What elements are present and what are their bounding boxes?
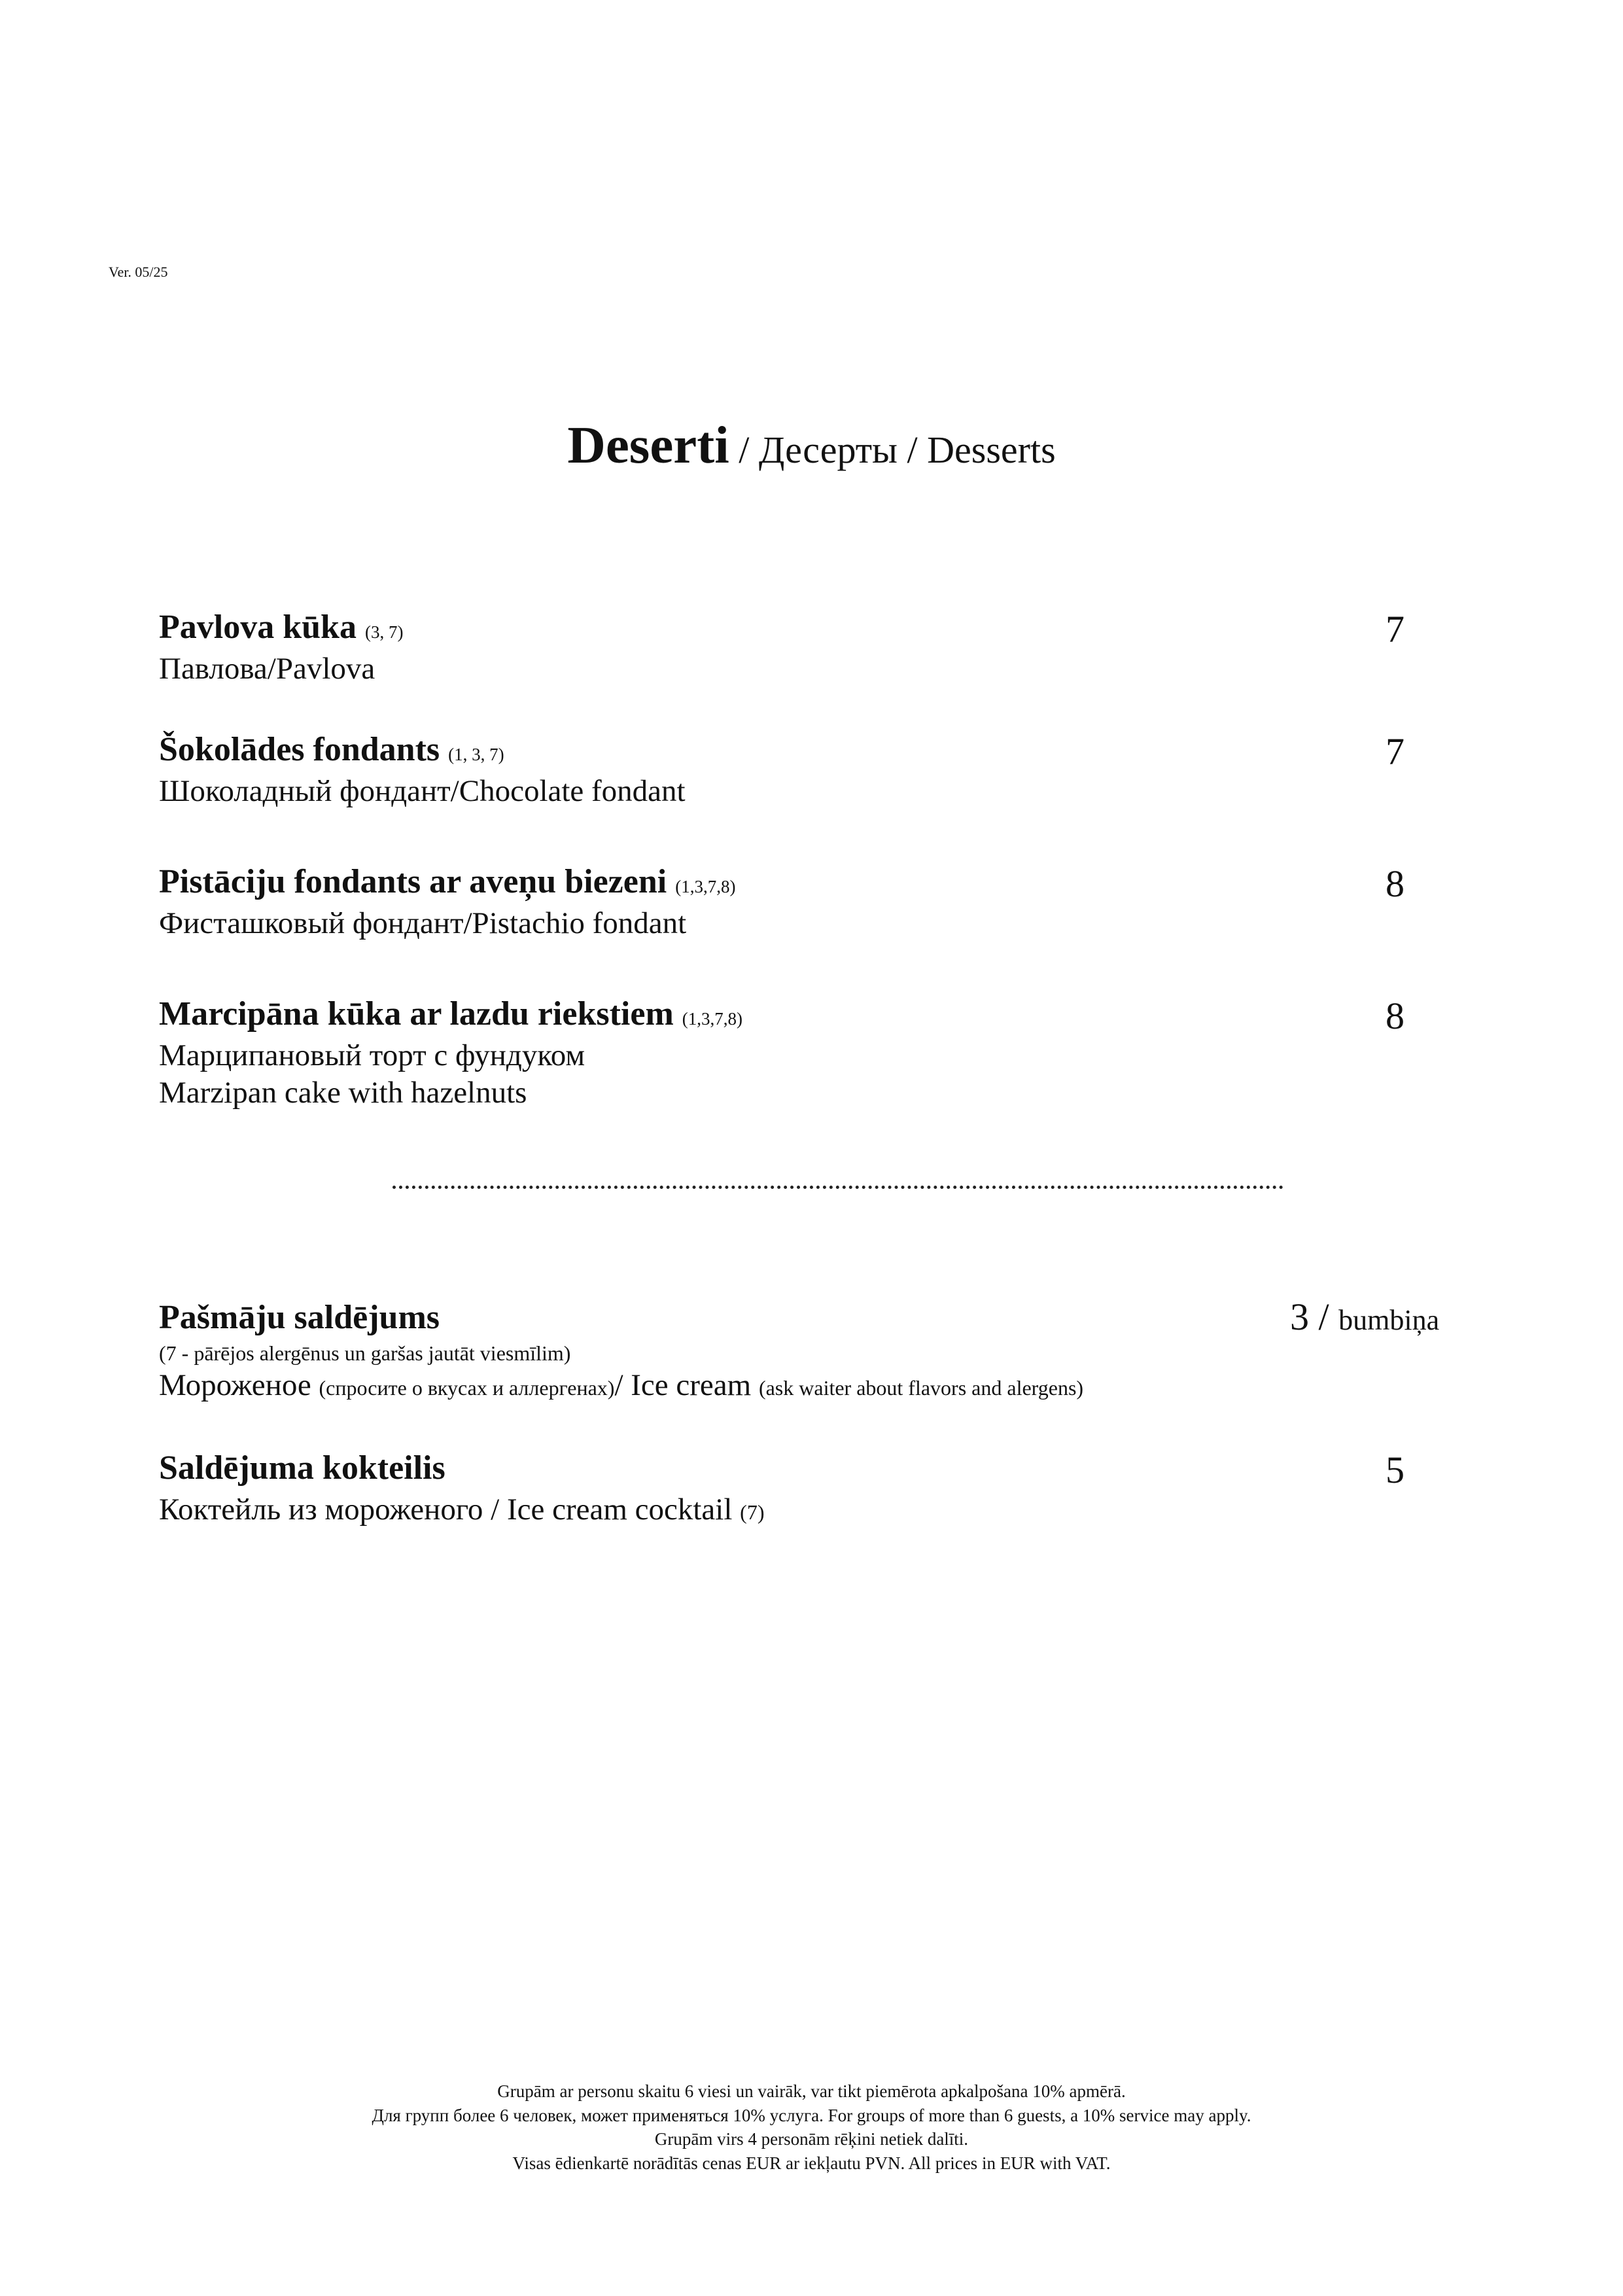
ice-cream-ru-note: (спросите о вкусах и аллергенах) bbox=[319, 1376, 615, 1400]
cocktail-translation: Коктейль из мороженого / Ice cream cocktail bbox=[159, 1492, 733, 1527]
dessert-item-marzipan-cake bbox=[159, 997, 1500, 1108]
ice-cream-note: (7 - pārējos alergēnus un garšas jautāt viesmīlim) bbox=[159, 1341, 571, 1365]
dessert-item-pistachio-fondant bbox=[159, 862, 1500, 940]
allergen-code: (1,3,7,8) bbox=[682, 1009, 743, 1029]
allergen-code: (1,3,7,8) bbox=[675, 877, 736, 896]
dessert-name: Marcipāna kūka ar lazdu riekstiem bbox=[159, 995, 674, 1033]
cocktail-name: Saldējuma kokteilis bbox=[159, 1449, 445, 1487]
ice-cream-name: Pašmāju saldējums bbox=[159, 1299, 440, 1336]
dessert-translation: Шоколадный фондант/Chocolate fondant bbox=[159, 774, 686, 808]
footer-notes bbox=[0, 2079, 1623, 2176]
dessert-item-chocolate-fondant bbox=[159, 730, 1500, 808]
dessert-price: 8 bbox=[1386, 862, 1405, 905]
dessert-name: Šokolādes fondants bbox=[159, 731, 440, 768]
dessert-name: Pavlova kūka bbox=[159, 609, 357, 646]
title-latvian: Deserti bbox=[567, 415, 729, 474]
dessert-price: 7 bbox=[1386, 730, 1405, 773]
allergen-code: (3, 7) bbox=[364, 622, 404, 642]
dessert-price: 7 bbox=[1386, 608, 1405, 650]
ice-cream-translation bbox=[159, 1370, 1500, 1401]
ice-cream-price bbox=[1290, 1298, 1439, 1336]
footer-line: Для групп более 6 человек, может применяться 10% услуга. For groups of more than 6 guests, a 10% service may apply. bbox=[372, 2105, 1251, 2125]
ice-cream-ru: Мороженое bbox=[159, 1368, 311, 1402]
title-translations: / Десерты / Desserts bbox=[729, 429, 1056, 471]
dessert-translation-ru: Марципановый торт с фундуком bbox=[159, 1038, 585, 1072]
ice-cream-price-value: 3 / bbox=[1290, 1296, 1339, 1338]
dessert-item-pavlova bbox=[159, 610, 1500, 684]
allergen-code: (1, 3, 7) bbox=[448, 745, 504, 764]
dessert-name: Pistāciju fondants ar aveņu biezeni bbox=[159, 863, 667, 900]
page-title bbox=[0, 415, 1623, 474]
allergen-code: (7) bbox=[740, 1500, 765, 1524]
dessert-translation-en: Marzipan cake with hazelnuts bbox=[159, 1076, 527, 1110]
dessert-price: 8 bbox=[1386, 995, 1405, 1037]
dotted-divider bbox=[393, 1186, 1283, 1189]
ice-cream-en: Ice cream bbox=[631, 1368, 752, 1402]
ice-cream-en-note: (ask waiter about flavors and alergens) bbox=[758, 1376, 1084, 1400]
version-label: Ver. 05/25 bbox=[109, 264, 168, 280]
ice-cream-separator: / bbox=[614, 1368, 631, 1402]
footer-line: Grupām ar personu skaitu 6 viesi un vairāk, var tikt piemērota apkalpošana 10% apmērā. bbox=[497, 2081, 1126, 2101]
ice-cream-price-unit: bumbiņa bbox=[1338, 1304, 1440, 1336]
footer-line: Grupām virs 4 personām rēķini netiek dalīti. bbox=[654, 2129, 969, 2149]
cocktail-item bbox=[159, 1451, 1500, 1525]
cocktail-price: 5 bbox=[1386, 1449, 1405, 1491]
cocktail-translation-line bbox=[159, 1494, 1500, 1525]
dessert-translation: Павлова/Pavlova bbox=[159, 652, 375, 686]
dessert-translation: Фисташковый фондант/Pistachio fondant bbox=[159, 906, 687, 940]
footer-line: Visas ēdienkartē norādītās cenas EUR ar iekļautu PVN. All prices in EUR with VAT. bbox=[512, 2153, 1111, 2174]
